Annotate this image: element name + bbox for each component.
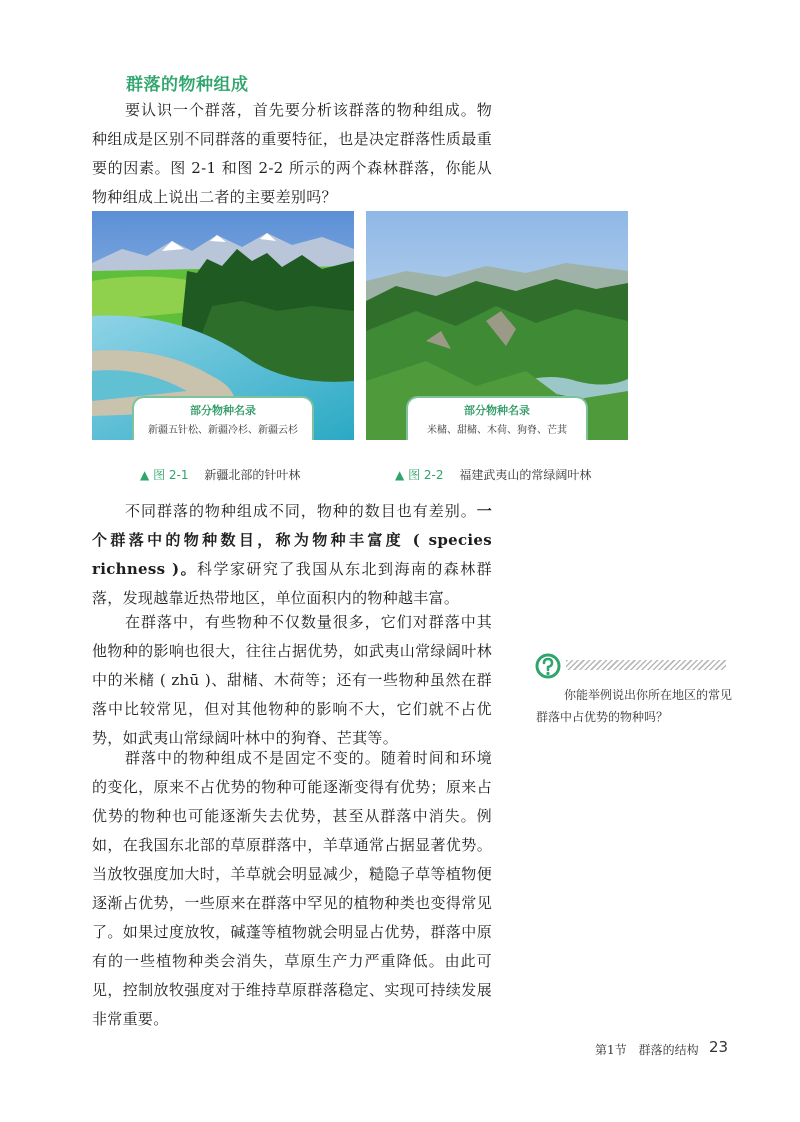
sidebar-question: 你能举例说出你所在地区的常见群落中占优势的物种吗？	[536, 688, 733, 724]
figure-caption	[395, 466, 591, 483]
figure-caption-text: 福建武夷山的常绿阔叶林	[459, 468, 592, 482]
community-change-paragraph: 群落中的物种组成不是固定不变的。随着时间和环境的变化，原来不占优势的物种可能逐渐变得有优势；原来占优势的物种也可能逐渐失去优势，甚至从群落中消失。例如，在我国东北部的草原群落中，羊草通常占据显著优势。当放牧强度加大时，羊草就会明显减少，糙隐子草等植物便逐渐占优势，一些原来在群落中罕见的植物种类也变得常见了。如果过度放牧，碱蓬等植物就会明显占优势，群落中原有的一些植物种类会消失，草原生产力严重降低。由此可见，控制放牧强度对于维持草原群落稳定、实现可持续发展非常重要。	[92, 749, 492, 1028]
figure-caption	[140, 466, 300, 483]
triangle-icon: ▲	[140, 468, 150, 482]
page-number: 23	[709, 1038, 729, 1056]
figure-broadleaf-forest	[366, 211, 628, 440]
richness-text-after: 科学家研究了我国从东北到海南的森林群落，发现越靠近热带地区，单位面积内的物种越丰富。	[92, 560, 492, 607]
intro-paragraph: 要认识一个群落，首先要分析该群落的物种组成。物种组成是区别不同群落的重要特征，也是决定群落性质最重要的因素。图 2-1 和图 2-2 所示的两个森林群落，你能从物种组成上说出二者的主要差别吗？	[92, 101, 492, 206]
footer-section-title: 第1节 群落的结构	[595, 1043, 699, 1057]
species-list-title: 部分物种名录	[190, 404, 256, 417]
figure-number: 图 2-1	[153, 468, 189, 482]
richness-paragraph	[92, 497, 492, 613]
triangle-icon: ▲	[395, 468, 405, 482]
sidebar-divider	[566, 660, 726, 670]
species-list-title: 部分物种名录	[464, 404, 530, 417]
species-list-box	[132, 396, 314, 440]
species-richness-definition: 一个群落中的物种数目，称为物种丰富度 ( species richness )。	[92, 502, 492, 578]
dominance-paragraph: 在群落中，有些物种不仅数量很多，它们对群落中其他物种的影响也很大，往往占据优势，如武夷山常绿阔叶林中的米槠 ( zhū )、甜槠、木荷等；还有一些物种虽然在群落中比较常见，但对其他物种的影响不大，它们就不占优势，如武夷山常绿阔叶林中的狗脊、芒萁等。	[92, 613, 492, 747]
figure-caption-text: 新疆北部的针叶林	[204, 468, 301, 482]
question-icon	[535, 653, 561, 683]
species-list-text: 新疆五针松、新疆冷杉、新疆云杉	[148, 425, 298, 436]
section-title: 群落的物种组成	[126, 75, 249, 95]
figure-number: 图 2-2	[408, 468, 444, 482]
richness-text-before: 不同群落的物种组成不同，物种的数目也有差别。	[125, 502, 477, 520]
species-list-text: 米槠、甜槠、木荷、狗脊、芒萁	[427, 425, 567, 436]
species-list-box	[406, 396, 588, 440]
figure-conifer-forest	[92, 211, 354, 440]
